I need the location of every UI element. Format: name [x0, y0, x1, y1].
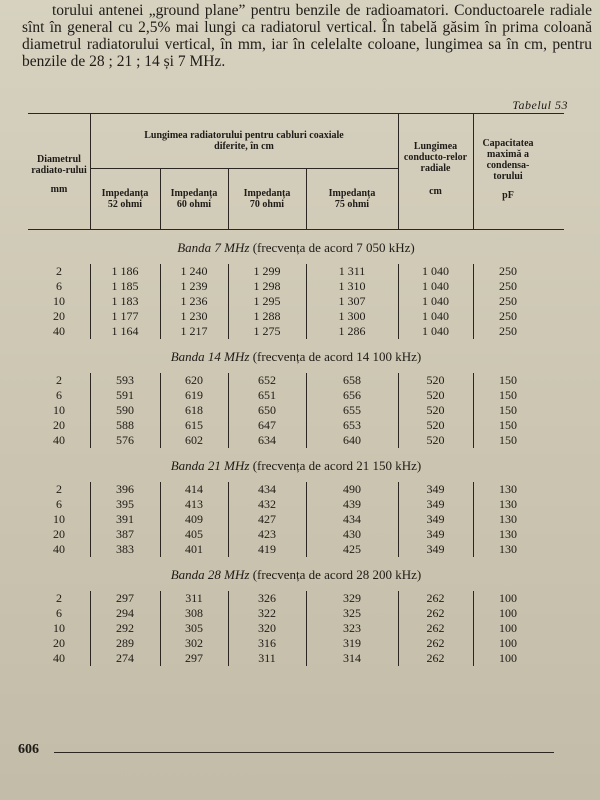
table-cell: 655	[343, 403, 361, 417]
table-cell: 647	[258, 418, 276, 432]
table-cell: 391	[116, 512, 134, 526]
table-cell: 150	[499, 418, 517, 432]
table-row	[28, 388, 564, 403]
table-cell: 6	[56, 606, 62, 620]
table-cell: 10	[53, 512, 65, 526]
table-row	[28, 512, 564, 527]
band-title	[28, 458, 564, 474]
table-row	[28, 542, 564, 557]
table-cell: 349	[426, 542, 445, 556]
band-rows	[28, 482, 564, 557]
band-title	[28, 349, 564, 365]
table-cell: 1 185	[111, 279, 139, 293]
table-cell: 329	[343, 591, 361, 605]
table-cell: 130	[499, 542, 517, 556]
table-cell: 387	[116, 527, 134, 541]
table-cell: 1 310	[338, 279, 366, 293]
table-cell: 423	[258, 527, 276, 541]
table-row	[28, 621, 564, 636]
table-cell: 6	[56, 388, 62, 402]
table-cell: 401	[185, 542, 203, 556]
table-cell: 250	[499, 264, 517, 278]
table-row	[28, 651, 564, 666]
table-cell: 262	[426, 636, 445, 650]
table-cell: 250	[499, 309, 517, 323]
table-cell: 274	[116, 651, 134, 665]
table-cell: 311	[185, 591, 203, 605]
table-cell: 1 275	[253, 324, 281, 338]
table-cell: 434	[343, 512, 361, 526]
table-cell: 1 311	[338, 264, 366, 278]
table-cell: 434	[258, 482, 276, 496]
table-cell: 414	[185, 482, 203, 496]
table-row	[28, 527, 564, 542]
table-cell: 576	[116, 433, 134, 447]
table-cell: 20	[53, 309, 65, 323]
table-row	[28, 309, 564, 324]
table-cell: 1 186	[111, 264, 139, 278]
table-cell: 20	[53, 636, 65, 650]
header-imp-52: Impedanța 52 ohmi	[101, 188, 149, 210]
table-cell: 150	[499, 403, 517, 417]
table-cell: 10	[53, 294, 65, 308]
table-cell: 405	[185, 527, 203, 541]
table-row	[28, 606, 564, 621]
table-cell: 619	[185, 388, 203, 402]
band-name: Banda 21 MHz	[170, 458, 250, 473]
table-cell: 250	[499, 294, 517, 308]
table-row	[28, 497, 564, 512]
table-cell: 615	[185, 418, 203, 432]
table-cell: 652	[258, 373, 276, 387]
table-cell: 396	[116, 482, 134, 496]
table-cell: 1 040	[422, 294, 449, 308]
table-cell: 395	[116, 497, 134, 511]
table-cell: 1 040	[422, 279, 449, 293]
table-cell: 591	[116, 388, 134, 402]
band-section	[28, 349, 564, 448]
table-row	[28, 403, 564, 418]
table-cell: 262	[426, 591, 445, 605]
table-cell: 520	[426, 433, 445, 447]
table-cell: 325	[343, 606, 361, 620]
table-cell: 289	[116, 636, 134, 650]
table-cell: 6	[56, 279, 62, 293]
table-cell: 634	[258, 433, 276, 447]
table-row	[28, 279, 564, 294]
table-cell: 618	[185, 403, 203, 417]
table-cell: 308	[185, 606, 203, 620]
band-name: Banda 7 MHz	[177, 240, 250, 255]
table-cell: 250	[499, 324, 517, 338]
table-cell: 2	[56, 373, 62, 387]
table-cell: 130	[499, 482, 517, 496]
intro-paragraph: torului antenei „ground plane” pentru benzile de radioamatori. Conductoarele radiale sînt în general cu 2,5% mai lungi ca radiatorul vertical. În tabelă găsim în prima coloană diametrul radiatorului vertical, în mm, iar în celelalte coloane, lungimea sa în cm, pentru benzile de 28 ; 21 ; 14 și 7 MHz.	[22, 2, 592, 70]
table-cell: 520	[426, 373, 445, 387]
table-cell: 322	[258, 606, 276, 620]
footer-rule	[54, 752, 554, 753]
table-row	[28, 433, 564, 448]
table-cell: 520	[426, 403, 445, 417]
table-cell: 427	[258, 512, 276, 526]
page-number: 606	[18, 742, 39, 757]
table-cell: 349	[426, 497, 445, 511]
table-row	[28, 294, 564, 309]
table-cell: 653	[343, 418, 361, 432]
table-cell: 658	[343, 373, 361, 387]
table-cell: 620	[185, 373, 203, 387]
table-label: Tabelul 53	[512, 98, 568, 112]
band-section	[28, 458, 564, 557]
intro-text	[22, 2, 592, 70]
table-body	[28, 240, 564, 666]
table-row	[28, 591, 564, 606]
table-cell: 590	[116, 403, 134, 417]
table-cell: 10	[53, 621, 65, 635]
table-cell: 40	[53, 651, 65, 665]
header-imp-70: Impedanța 70 ohmi	[243, 188, 291, 210]
table-cell: 150	[499, 388, 517, 402]
table-cell: 130	[499, 497, 517, 511]
table-cell: 100	[499, 636, 517, 650]
table-row	[28, 418, 564, 433]
antenna-table	[28, 113, 564, 666]
table-cell: 100	[499, 651, 517, 665]
table-row	[28, 324, 564, 339]
band-name: Banda 14 MHz	[170, 349, 250, 364]
table-cell: 302	[185, 636, 203, 650]
table-cell: 430	[343, 527, 361, 541]
band-frequency: (frecvența de acord 14 100 kHz)	[252, 349, 422, 364]
table-cell: 262	[426, 621, 445, 635]
table-cell: 349	[426, 482, 445, 496]
table-cell: 439	[343, 497, 361, 511]
table-cell: 297	[185, 651, 203, 665]
table-cell: 1 040	[422, 309, 449, 323]
table-cell: 1 240	[180, 264, 208, 278]
table-cell: 490	[343, 482, 361, 496]
table-cell: 409	[185, 512, 203, 526]
table-cell: 640	[343, 433, 361, 447]
table-header	[28, 114, 564, 230]
table-cell: 349	[426, 512, 445, 526]
table-cell: 40	[53, 433, 65, 447]
table-cell: 1 307	[338, 294, 366, 308]
table-cell: 656	[343, 388, 361, 402]
table-cell: 1 217	[180, 324, 208, 338]
header-radiator-group: Lungimea radiatorului pentru cabluri coaxiale diferite, în cm	[144, 130, 344, 152]
table-cell: 383	[116, 542, 134, 556]
table-cell: 150	[499, 373, 517, 387]
table-cell: 1 040	[422, 264, 449, 278]
table-cell: 250	[499, 279, 517, 293]
table-cell: 1 298	[253, 279, 281, 293]
table-cell: 20	[53, 527, 65, 541]
table-cell: 20	[53, 418, 65, 432]
table-cell: 10	[53, 403, 65, 417]
table-cell: 130	[499, 527, 517, 541]
band-rows	[28, 264, 564, 339]
table-cell: 150	[499, 433, 517, 447]
table-cell: 1 300	[338, 309, 366, 323]
band-title	[28, 567, 564, 583]
header-radial-length: Lungimea conducto-relor radiale cm	[403, 141, 468, 197]
table-cell: 1 164	[111, 324, 139, 338]
band-rows	[28, 591, 564, 666]
header-diameter: Diametrul radiato-rului mm	[31, 153, 87, 195]
table-cell: 100	[499, 621, 517, 635]
table-cell: 326	[258, 591, 276, 605]
table-cell: 1 236	[180, 294, 208, 308]
table-cell: 316	[258, 636, 276, 650]
table-cell: 1 177	[111, 309, 139, 323]
table-cell: 588	[116, 418, 134, 432]
table-cell: 593	[116, 373, 134, 387]
table-cell: 602	[185, 433, 203, 447]
table-cell: 1 239	[180, 279, 208, 293]
band-section	[28, 240, 564, 339]
table-cell: 320	[258, 621, 276, 635]
table-cell: 1 040	[422, 324, 449, 338]
table-cell: 130	[499, 512, 517, 526]
page-footer	[18, 742, 558, 758]
band-title	[28, 240, 564, 256]
table-cell: 1 183	[111, 294, 139, 308]
table-cell: 262	[426, 606, 445, 620]
table-cell: 6	[56, 497, 62, 511]
table-cell: 1 295	[253, 294, 281, 308]
table-cell: 651	[258, 388, 276, 402]
table-cell: 1 299	[253, 264, 281, 278]
band-rows	[28, 373, 564, 448]
table-cell: 305	[185, 621, 203, 635]
table-cell: 311	[258, 651, 276, 665]
table-cell: 349	[426, 527, 445, 541]
table-cell: 294	[116, 606, 134, 620]
table-cell: 297	[116, 591, 134, 605]
header-imp-60: Impedanța 60 ohmi	[170, 188, 218, 210]
band-frequency: (frecvența de acord 21 150 kHz)	[252, 458, 422, 473]
band-section	[28, 567, 564, 666]
band-frequency: (frecvența de acord 7 050 kHz)	[252, 240, 415, 255]
table-cell: 432	[258, 497, 276, 511]
table-cell: 650	[258, 403, 276, 417]
band-name: Banda 28 MHz	[170, 567, 250, 582]
table-cell: 100	[499, 591, 517, 605]
table-cell: 323	[343, 621, 361, 635]
table-row	[28, 373, 564, 388]
table-cell: 319	[343, 636, 361, 650]
table-cell: 425	[343, 542, 361, 556]
header-capacitance: Capacitatea maximă a condensa-torului pF	[482, 137, 534, 201]
table-cell: 1 288	[253, 309, 281, 323]
header-imp-75: Impedanța 75 ohmi	[328, 188, 376, 210]
table-cell: 100	[499, 606, 517, 620]
table-cell: 1 230	[180, 309, 208, 323]
table-row	[28, 482, 564, 497]
table-cell: 2	[56, 591, 62, 605]
table-row	[28, 636, 564, 651]
table-cell: 520	[426, 388, 445, 402]
table-cell: 262	[426, 651, 445, 665]
table-cell: 2	[56, 264, 62, 278]
table-row	[28, 264, 564, 279]
table-cell: 419	[258, 542, 276, 556]
table-cell: 40	[53, 542, 65, 556]
table-cell: 314	[343, 651, 361, 665]
band-frequency: (frecvența de acord 28 200 kHz)	[252, 567, 422, 582]
table-cell: 413	[185, 497, 203, 511]
table-cell: 292	[116, 621, 134, 635]
table-cell: 520	[426, 418, 445, 432]
table-cell: 1 286	[338, 324, 366, 338]
table-cell: 2	[56, 482, 62, 496]
table-cell: 40	[53, 324, 65, 338]
